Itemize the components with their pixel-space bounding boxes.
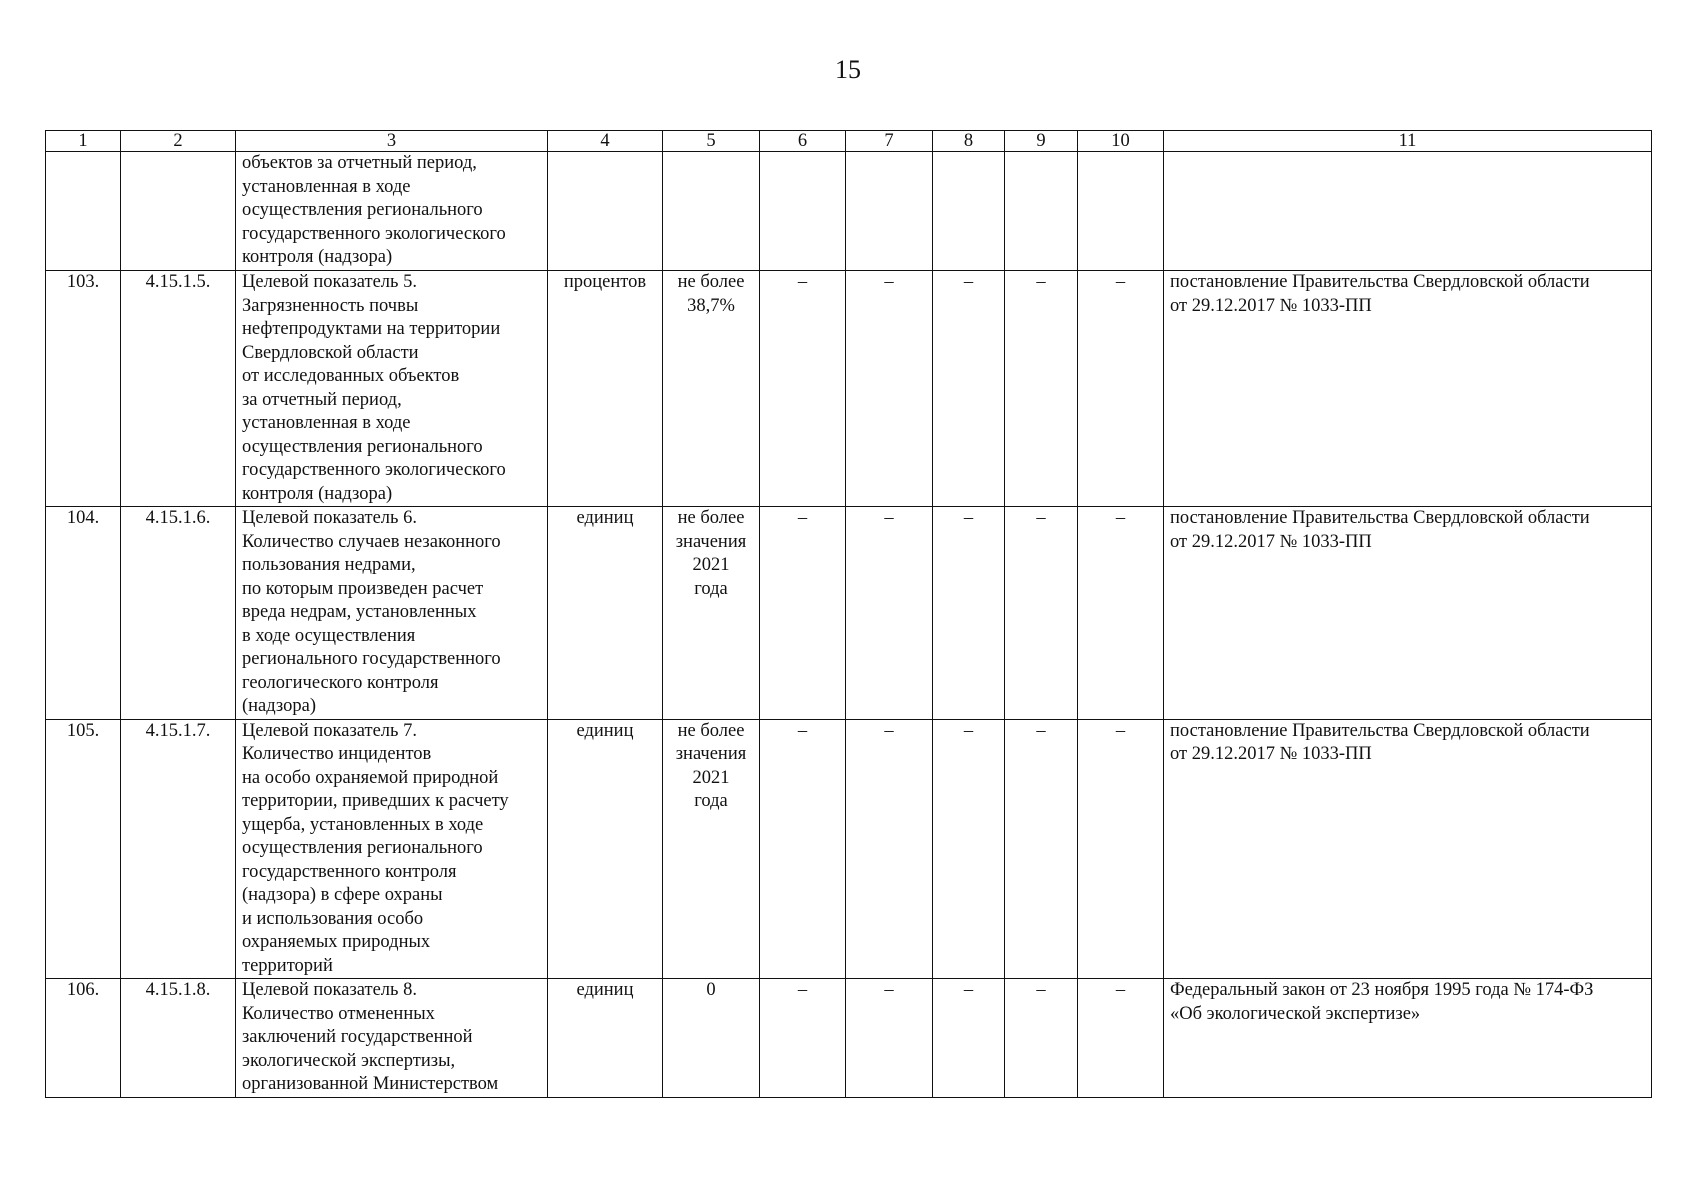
cell-col-6: – — [760, 979, 846, 1098]
header-row — [46, 131, 1652, 152]
cell-unit — [548, 152, 663, 271]
cell-col-9: – — [1005, 979, 1078, 1098]
cell-col-8: – — [933, 719, 1005, 979]
cell-source: постановление Правительства Свердловской области от 29.12.2017 № 1033-ПП — [1164, 507, 1652, 720]
header-col-11: 11 — [1164, 131, 1652, 152]
header-col-8: 8 — [933, 131, 1005, 152]
table-row — [46, 507, 1652, 720]
cell-indicator-text: Целевой показатель 5. Загрязненность почвы нефтепродуктами на территории Свердловской области от исследованных объектов за отчетный период, установленная в ходе осуществления регионального государственного экологического контроля (надзора) — [236, 271, 548, 507]
cell-col-8: – — [933, 271, 1005, 507]
cell-col-9: – — [1005, 507, 1078, 720]
cell-num: 105. — [46, 719, 121, 979]
cell-col-9: – — [1005, 719, 1078, 979]
cell-col-6 — [760, 152, 846, 271]
cell-col-8: – — [933, 979, 1005, 1098]
cell-value: не более значения 2021 года — [663, 719, 760, 979]
header-col-4: 4 — [548, 131, 663, 152]
cell-value — [663, 152, 760, 271]
cell-num: 106. — [46, 979, 121, 1098]
header-col-2: 2 — [121, 131, 236, 152]
cell-num: 104. — [46, 507, 121, 720]
cell-col-9 — [1005, 152, 1078, 271]
cell-col-7: – — [846, 271, 933, 507]
header-col-1: 1 — [46, 131, 121, 152]
cell-num: 103. — [46, 271, 121, 507]
cell-col-7 — [846, 152, 933, 271]
cell-code: 4.15.1.6. — [121, 507, 236, 720]
page-number: 15 — [835, 55, 861, 84]
cell-source — [1164, 152, 1652, 271]
cell-indicator-text: Целевой показатель 8. Количество отмененных заключений государственной экологической экспертизы, организованной Министерством — [236, 979, 548, 1098]
table-row — [46, 719, 1652, 979]
header-col-9: 9 — [1005, 131, 1078, 152]
header-col-7: 7 — [846, 131, 933, 152]
cell-unit: процентов — [548, 271, 663, 507]
cell-source: постановление Правительства Свердловской области от 29.12.2017 № 1033-ПП — [1164, 719, 1652, 979]
cell-col-7: – — [846, 719, 933, 979]
cell-col-10 — [1078, 152, 1164, 271]
cell-col-10: – — [1078, 979, 1164, 1098]
cell-indicator-text: Целевой показатель 7. Количество инцидентов на особо охраняемой природной территории, приведших к расчету ущерба, установленных в ходе осуществления регионального государственного контроля (надзора) в сфере охраны и использования особо охраняемых природных территорий — [236, 719, 548, 979]
cell-code: 4.15.1.7. — [121, 719, 236, 979]
cell-col-7: – — [846, 979, 933, 1098]
cell-col-6: – — [760, 507, 846, 720]
cell-unit: единиц — [548, 979, 663, 1098]
header-col-3: 3 — [236, 131, 548, 152]
cell-unit: единиц — [548, 719, 663, 979]
cell-code — [121, 152, 236, 271]
cell-col-10: – — [1078, 271, 1164, 507]
cell-code: 4.15.1.5. — [121, 271, 236, 507]
cell-col-8 — [933, 152, 1005, 271]
cell-indicator-text: Целевой показатель 6. Количество случаев незаконного пользования недрами, по которым произведен расчет вреда недрам, установленных в ходе осуществления регионального государственного геологического контроля (надзора) — [236, 507, 548, 720]
header-col-10: 10 — [1078, 131, 1164, 152]
cell-col-10: – — [1078, 507, 1164, 720]
table-row-continuation — [46, 152, 1652, 271]
indicators-table — [45, 130, 1652, 1098]
table-row — [46, 271, 1652, 507]
cell-source: Федеральный закон от 23 ноября 1995 года № 174-ФЗ «Об экологической экспертизе» — [1164, 979, 1652, 1098]
header-col-5: 5 — [663, 131, 760, 152]
cell-col-6: – — [760, 271, 846, 507]
cell-col-6: – — [760, 719, 846, 979]
cell-code: 4.15.1.8. — [121, 979, 236, 1098]
cell-num — [46, 152, 121, 271]
cell-indicator-text: объектов за отчетный период, установленная в ходе осуществления регионального государственного экологического контроля (надзора) — [236, 152, 548, 271]
cell-value: не более значения 2021 года — [663, 507, 760, 720]
cell-value: не более 38,7% — [663, 271, 760, 507]
cell-col-10: – — [1078, 719, 1164, 979]
cell-value: 0 — [663, 979, 760, 1098]
table-row — [46, 979, 1652, 1098]
cell-col-7: – — [846, 507, 933, 720]
cell-unit: единиц — [548, 507, 663, 720]
header-col-6: 6 — [760, 131, 846, 152]
cell-col-8: – — [933, 507, 1005, 720]
cell-col-9: – — [1005, 271, 1078, 507]
cell-source: постановление Правительства Свердловской области от 29.12.2017 № 1033-ПП — [1164, 271, 1652, 507]
